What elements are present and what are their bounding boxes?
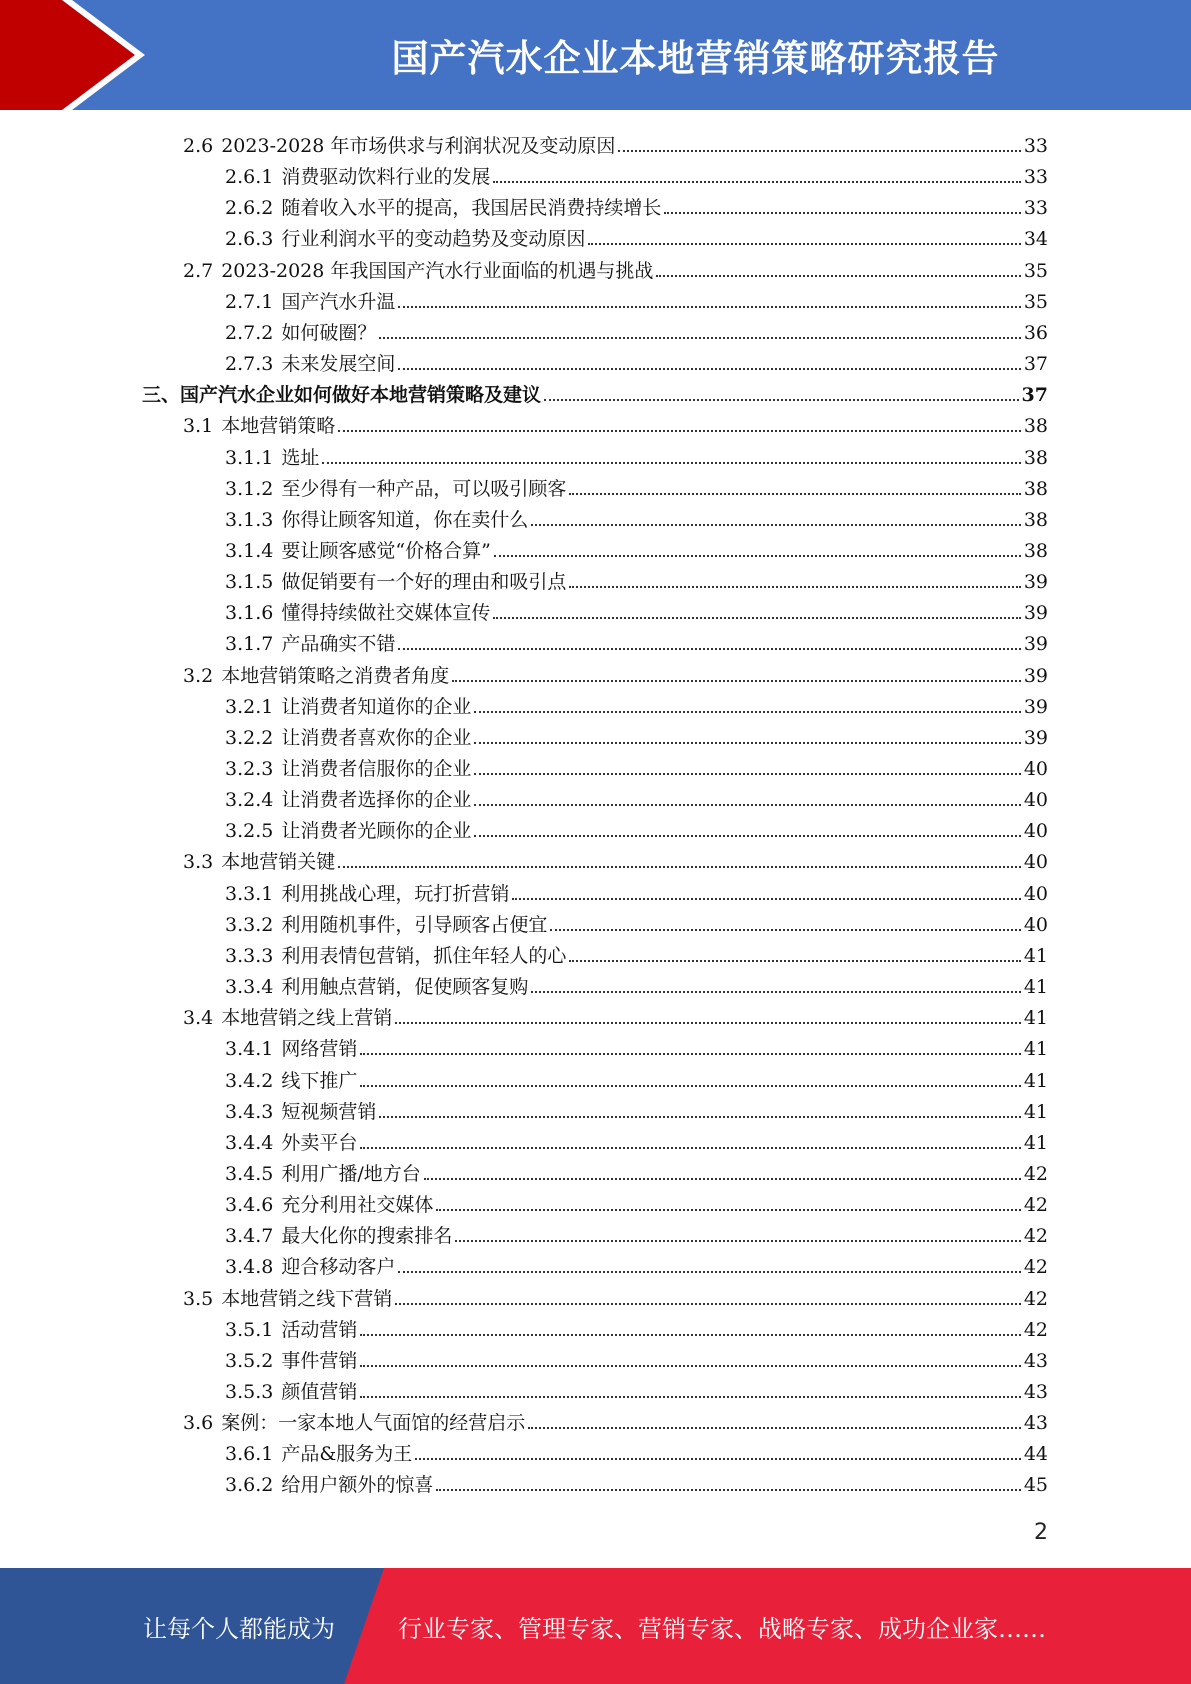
toc-entry-number: 3.2 [183,664,214,687]
toc-entry-title: 最大化你的搜索排名 [281,1225,453,1248]
toc-dot-leader [569,960,1020,962]
toc-entry-title: 产品&服务为王 [281,1443,413,1466]
toc-entry[interactable] [225,1093,1048,1124]
toc-dot-leader [360,1365,1020,1367]
toc-entry[interactable] [183,407,1048,438]
toc-entry-title: 2023-2028 年市场供求与利润状况及变动原因 [221,135,616,157]
page-footer [0,1568,1191,1684]
toc-entry-title: 给用户额外的惊喜 [281,1474,434,1497]
toc-entry-title: 至少得有一种产品，可以吸引顾客 [281,477,567,500]
toc-entry-title: 让消费者信服你的企业 [281,758,472,780]
toc-entry-page: 33 [1023,166,1048,189]
toc-dot-leader [550,929,1020,931]
toc-entry-number: 2.7.3 [225,353,274,376]
toc-entry-title: 未来发展空间 [281,353,396,376]
toc-entry-title: 产品确实不错 [281,633,396,656]
toc-entry-title: 选址 [281,446,320,469]
toc-entry[interactable] [183,252,1048,283]
toc-entry[interactable] [183,1404,1048,1435]
toc-entry[interactable] [225,1248,1048,1279]
toc-entry-number: 三、 [142,384,181,407]
toc-entry[interactable] [225,594,1048,625]
toc-entry-page: 35 [1023,290,1048,313]
toc-entry-title: 线下推广 [281,1069,358,1092]
toc-entry-number: 3.5.1 [225,1318,274,1341]
toc-entry-number: 3.2.3 [225,758,274,780]
toc-entry[interactable] [183,127,1048,158]
footer-slogan-left: 让每个人都能成为 [143,1614,335,1643]
toc-entry[interactable] [225,1186,1048,1217]
toc-entry-title: 利用表情包营销，抓住年轻人的心 [281,944,567,967]
toc-entry-page: 38 [1023,508,1048,531]
toc-entry-number: 3.4.7 [225,1225,274,1248]
toc-entry-page: 40 [1023,851,1048,874]
toc-entry-page: 39 [1023,695,1048,718]
toc-entry-title: 消费驱动饮料行业的发展 [281,166,491,189]
toc-dot-leader [618,150,1020,152]
toc-entry[interactable] [225,688,1048,719]
toc-entry-title: 做促销要有一个好的理由和吸引点 [281,571,567,594]
toc-dot-leader [452,680,1021,682]
toc-entry-title: 让消费者知道你的企业 [281,695,472,718]
toc-entry[interactable] [225,968,1048,999]
toc-dot-leader [569,586,1020,588]
toc-dot-leader [664,212,1020,214]
toc-entry[interactable] [183,657,1048,688]
toc-entry-title: 利用随机事件，引导顾客占便宜 [281,913,548,936]
toc-entry-page: 42 [1023,1256,1048,1279]
toc-entry-title: 迎合移动客户 [281,1256,396,1279]
toc-dot-leader [398,648,1020,650]
toc-entry-title: 国产汽水升温 [281,290,396,313]
toc-entry-number: 3.1.6 [225,602,274,625]
toc-dot-leader [395,1022,1021,1024]
toc-entry-page: 37 [1021,384,1048,407]
toc-entry-title: 颜值营销 [281,1381,358,1403]
toc-entry[interactable] [225,158,1048,189]
toc-entry[interactable] [225,563,1048,594]
toc-entry-page: 42 [1023,1194,1048,1217]
toc-dot-leader [360,1053,1020,1055]
toc-entry-page: 36 [1023,321,1048,344]
toc-entry-page: 33 [1023,135,1048,157]
toc-entry-number: 3.4.3 [225,1100,274,1123]
toc-entry-number: 3.2.5 [225,820,274,843]
toc-entry-number: 3.3.4 [225,976,274,999]
toc-entry-page: 38 [1023,539,1048,562]
toc-entry[interactable] [225,1217,1048,1248]
toc-entry-title: 利用挑战心理，玩打折营销 [281,882,510,905]
toc-entry-page: 41 [1023,1069,1048,1092]
toc-entry-page: 33 [1023,197,1048,220]
toc-entry[interactable] [225,532,1048,563]
toc-entry[interactable] [225,314,1048,345]
toc-entry-number: 3.4.2 [225,1069,274,1092]
toc-entry-number: 2.6.1 [225,166,274,189]
toc-entry-page: 41 [1023,1038,1048,1061]
toc-entry-page: 41 [1023,1100,1048,1123]
toc-entry-title: 案例：一家本地人气面馆的经营启示 [221,1412,526,1435]
toc-entry-number: 3.2.2 [225,726,274,749]
toc-entry-page: 37 [1023,353,1048,376]
toc-entry-number: 3.1.2 [225,477,274,500]
toc-entry-page: 44 [1023,1443,1048,1466]
toc-entry-page: 43 [1023,1381,1048,1403]
toc-entry-number: 3.1.7 [225,633,274,656]
page-header [0,0,1191,110]
toc-dot-leader [474,804,1020,806]
toc-entry-number: 2.7 [183,259,214,282]
toc-dot-leader [656,275,1020,277]
toc-dot-leader [436,1489,1020,1491]
toc-dot-leader [379,1116,1020,1118]
toc-entry-page: 39 [1023,602,1048,625]
toc-dot-leader [360,1147,1020,1149]
toc-entry-number: 3.2.1 [225,695,274,718]
toc-entry-page: 38 [1023,446,1048,469]
toc-entry[interactable] [225,439,1048,470]
toc-entry-title: 让消费者光顾你的企业 [281,820,472,843]
toc-entry-page: 41 [1023,1007,1048,1030]
toc-entry-title: 随着收入水平的提高，我国居民消费持续增长 [281,197,662,220]
toc-entry[interactable] [225,1435,1048,1466]
toc-dot-leader [379,337,1020,339]
toc-entry[interactable] [183,843,1048,874]
toc-dot-leader [588,243,1020,245]
toc-entry-number: 3.4.6 [225,1194,274,1217]
toc-entry-number: 3.5 [183,1287,214,1310]
toc-entry-title: 懂得持续做社交媒体宣传 [281,602,491,625]
toc-dot-leader [436,1209,1020,1211]
toc-dot-leader [338,866,1021,868]
toc-dot-leader [512,898,1020,900]
red-chevron-icon [0,0,160,110]
toc-entry-number: 3.1.1 [225,446,274,469]
toc-entry-title: 你得让顾客知道，你在卖什么 [281,508,529,531]
toc-dot-leader [322,462,1020,464]
toc-dot-leader [474,742,1020,744]
toc-entry-title: 要让顾客感觉“价格合算” [281,539,491,562]
toc-dot-leader [493,617,1020,619]
toc-entry-number: 3.4.5 [225,1162,274,1185]
toc-dot-leader [569,493,1020,495]
toc-entry-page: 41 [1023,1131,1048,1154]
toc-entry[interactable] [225,781,1048,812]
toc-entry-page: 43 [1023,1349,1048,1372]
toc-entry-page: 39 [1023,633,1048,656]
toc-entry-title: 本地营销之线上营销 [221,1007,393,1030]
toc-dot-leader [360,1396,1020,1398]
toc-entry[interactable] [225,283,1048,314]
toc-entry[interactable] [225,345,1048,376]
toc-entry-title: 让消费者喜欢你的企业 [281,726,472,749]
toc-dot-leader [544,399,1019,401]
toc-entry-title: 充分利用社交媒体 [281,1194,434,1217]
toc-entry-title: 短视频营销 [281,1100,377,1123]
toc-entry-page: 41 [1023,944,1048,967]
toc-entry-page: 40 [1023,882,1048,905]
toc-entry[interactable] [225,750,1048,781]
toc-entry-number: 3.5.3 [225,1381,274,1403]
toc-entry-title: 活动营销 [281,1318,358,1341]
toc-dot-leader [494,555,1021,557]
toc-entry-page: 42 [1023,1225,1048,1248]
toc-dot-leader [338,430,1021,432]
toc-entry-number: 3.1 [183,415,214,438]
toc-entry-number: 3.6.1 [225,1443,274,1466]
toc-entry-title: 本地营销之线下营销 [221,1287,393,1310]
toc-entry-page: 40 [1023,789,1048,812]
toc-entry-title: 如何破圈？ [281,321,377,344]
toc-dot-leader [424,1178,1021,1180]
toc-entry[interactable] [225,1342,1048,1373]
toc-entry-title: 利用广播/地方台 [281,1162,421,1185]
toc-entry-title: 让消费者选择你的企业 [281,789,472,812]
toc-entry[interactable] [225,875,1048,906]
footer-slogan-right: 行业专家、管理专家、营销专家、战略专家、成功企业家…… [398,1614,1046,1643]
toc-entry-title: 本地营销策略 [221,415,336,438]
toc-entry-page: 40 [1023,758,1048,780]
toc-entry-number: 3.3.3 [225,944,274,967]
toc-entry[interactable] [225,189,1048,220]
toc-entry-page: 39 [1023,664,1048,687]
toc-dot-leader [398,368,1020,370]
toc-dot-leader [360,1334,1020,1336]
toc-entry[interactable] [225,1311,1048,1342]
toc-entry-number: 3.1.3 [225,508,274,531]
toc-entry-page: 43 [1023,1412,1048,1435]
toc-entry-number: 3.3.1 [225,882,274,905]
toc-entry-page: 45 [1023,1474,1048,1497]
toc-entry-page: 39 [1023,726,1048,749]
toc-entry-page: 39 [1023,571,1048,594]
toc-entry-title: 国产汽水企业如何做好本地营销策略及建议 [180,384,542,407]
toc-entry[interactable] [225,1373,1048,1404]
toc-entry-number: 2.7.1 [225,290,274,313]
toc-entry[interactable] [225,625,1048,656]
toc-entry[interactable] [225,1030,1048,1061]
toc-entry[interactable] [225,1155,1048,1186]
toc-entry[interactable] [225,470,1048,501]
toc-dot-leader [474,711,1020,713]
toc-entry[interactable] [183,999,1048,1030]
toc-entry-title: 事件营销 [281,1349,358,1372]
toc-entry[interactable] [225,812,1048,843]
toc-dot-leader [474,773,1020,775]
toc-entry-page: 34 [1023,228,1048,251]
toc-entry-number: 3.5.2 [225,1349,274,1372]
toc-entry[interactable] [225,906,1048,937]
toc-dot-leader [493,181,1020,183]
toc-dot-leader [398,1271,1020,1273]
toc-entry-title: 本地营销关键 [221,851,336,874]
toc-entry-page: 38 [1023,415,1048,438]
toc-entry-number: 3.3 [183,851,214,874]
toc-entry-title: 外卖平台 [281,1131,358,1154]
toc-dot-leader [360,1085,1020,1087]
toc-entry-number: 3.4 [183,1007,214,1030]
toc-dot-leader [395,1303,1021,1305]
toc-entry-number: 3.1.4 [225,539,274,562]
toc-entry-number: 2.6.3 [225,228,274,251]
toc-dot-leader [455,1240,1020,1242]
toc-entry-number: 2.7.2 [225,321,274,344]
page-number: 2 [1034,1520,1048,1545]
toc-entry-title: 网络营销 [281,1038,358,1061]
toc-entry[interactable] [225,719,1048,750]
page-title: 国产汽水企业本地营销策略研究报告 [391,37,1000,80]
toc-entry-page: 40 [1023,820,1048,843]
toc-dot-leader [415,1458,1021,1460]
toc-entry-page: 42 [1023,1162,1048,1185]
toc-entry-number: 3.2.4 [225,789,274,812]
toc-entry-number: 3.1.5 [225,571,274,594]
toc-entry-page: 38 [1023,477,1048,500]
toc-entry[interactable] [225,1062,1048,1093]
toc-entry-number: 3.4.4 [225,1131,274,1154]
toc-entry-number: 3.6.2 [225,1474,274,1497]
toc-entry[interactable] [183,1280,1048,1311]
toc-entry[interactable] [225,937,1048,968]
toc-dot-leader [531,524,1020,526]
toc-entry-page: 40 [1023,913,1048,936]
toc-entry-title: 行业利润水平的变动趋势及变动原因 [281,228,586,251]
toc-entry-number: 2.6.2 [225,197,274,220]
toc-entry-title: 利用触点营销，促使顾客复购 [281,976,529,999]
toc-entry[interactable] [225,501,1048,532]
toc-dot-leader [528,1427,1021,1429]
toc-entry-number: 3.6 [183,1412,214,1435]
toc-entry[interactable] [225,1124,1048,1155]
toc-entry-page: 42 [1023,1318,1048,1341]
toc-dot-leader [531,991,1020,993]
toc-dot-leader [474,835,1020,837]
toc-entry-title: 2023-2028 年我国国产汽水行业面临的机遇与挑战 [221,259,654,282]
toc-entry-page: 35 [1023,259,1048,282]
toc-entry-number: 3.4.8 [225,1256,274,1279]
toc-entry-page: 41 [1023,976,1048,999]
toc-entry[interactable] [225,1466,1048,1497]
toc-entry-title: 本地营销策略之消费者角度 [221,664,450,687]
toc-entry-number: 3.4.1 [225,1038,274,1061]
toc-entry[interactable] [142,376,1048,407]
toc-dot-leader [398,306,1020,308]
toc-entry-page: 42 [1023,1287,1048,1310]
toc-entry-number: 2.6 [183,135,214,157]
toc-entry-number: 3.3.2 [225,913,274,936]
toc-entry[interactable] [225,220,1048,251]
